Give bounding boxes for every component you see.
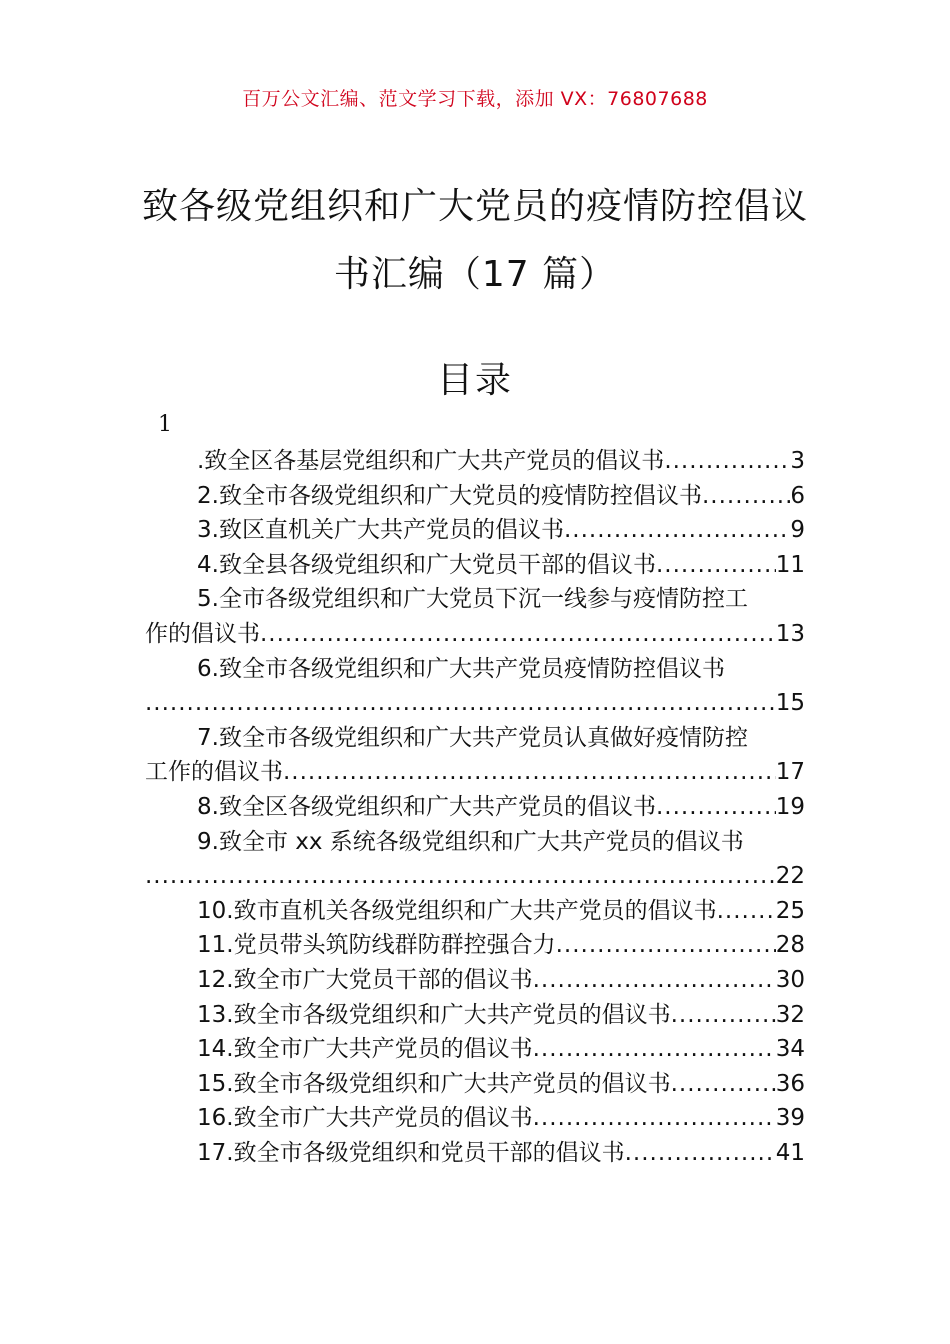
toc-leader-dots [717, 894, 776, 929]
toc-entry-page: 39 [775, 1105, 805, 1132]
toc-entry-title: 14.致全市广大共产党员的倡议书 [197, 1036, 533, 1063]
toc-leader-dots [533, 1101, 776, 1136]
toc-entry[interactable] [145, 479, 805, 514]
toc-leader-dots [671, 998, 776, 1033]
toc-leader-dots [533, 1032, 776, 1067]
toc-entry[interactable] [145, 721, 805, 756]
toc-entry[interactable] [145, 652, 805, 687]
toc-entry-page: 36 [775, 1070, 805, 1097]
toc-entry-title: 6.致全市各级党组织和广大共产党员疫情防控倡议书 [197, 655, 725, 682]
toc-entry-page: 15 [775, 690, 805, 717]
toc-entry[interactable] [145, 825, 805, 860]
toc-entry[interactable] [145, 998, 805, 1033]
toc-entry-page: 3 [790, 448, 805, 474]
toc-entry-page: 22 [775, 863, 805, 890]
toc-entry[interactable] [145, 582, 805, 617]
toc-leader-dots [656, 548, 776, 583]
toc-entry[interactable] [145, 963, 805, 998]
toc-entry[interactable] [145, 444, 805, 479]
toc-entry-title: 13.致全市各级党组织和广大共产党员的倡议书 [197, 1001, 671, 1028]
toc-entry-title-continued: 作的倡议书 [145, 620, 260, 647]
toc-entry-page: 13 [775, 620, 805, 647]
toc-entry-page: 30 [775, 966, 805, 993]
toc-leader-dots [283, 755, 776, 790]
toc-entry[interactable] [145, 1101, 805, 1136]
toc-entry-page: 41 [775, 1139, 805, 1166]
toc-entry-continuation[interactable] [145, 755, 805, 790]
toc-entry-title: 9.致全市 xx 系统各级党组织和广大共产党员的倡议书 [197, 828, 744, 855]
toc-leader-dots [625, 1136, 776, 1171]
toc-leader-dots [533, 963, 776, 998]
toc-heading: 目录 [436, 360, 513, 401]
toc-entry-page: 17 [775, 759, 805, 786]
toc-entry-title: 3.致区直机关广大共产党员的倡议书 [197, 517, 564, 544]
toc-entry-title: 7.致全市各级党组织和广大共产党员认真做好疫情防控 [197, 724, 748, 751]
toc-entry-title-continued: 工作的倡议书 [145, 759, 283, 786]
toc-leader-dots [656, 790, 776, 825]
toc-entry-title: 4.致全县各级党组织和广大党员干部的倡议书 [197, 551, 656, 578]
toc-entry-page: 28 [775, 932, 805, 959]
toc-entry-continuation[interactable] [145, 686, 805, 721]
toc-entry[interactable] [145, 1032, 805, 1067]
toc-entry-title: 17.致全市各级党组织和党员干部的倡议书 [197, 1139, 625, 1166]
toc-entry-title: 5.全市各级党组织和广大党员下沉一线参与疫情防控工 [197, 586, 748, 613]
toc-leader-dots [564, 513, 790, 548]
toc-entry-title: 16.致全市广大共产党员的倡议书 [197, 1105, 533, 1132]
toc-entry[interactable] [145, 1136, 805, 1171]
toc-leader-dots [671, 1067, 776, 1102]
toc-entry-page: 34 [775, 1036, 805, 1063]
toc-leader-dots [556, 928, 776, 963]
toc-entry[interactable] [145, 928, 805, 963]
toc-entry-continuation[interactable] [145, 859, 805, 894]
toc-leader-dots [702, 479, 790, 514]
toc-entry-page: 9 [790, 517, 805, 544]
toc-leader-dots [145, 686, 776, 721]
toc-entry-page: 32 [775, 1001, 805, 1028]
toc-entry[interactable] [145, 790, 805, 825]
toc-entry-title: 12.致全市广大党员干部的倡议书 [197, 966, 533, 993]
toc-entry-title: 8.致全区各级党组织和广大共产党员的倡议书 [197, 793, 656, 820]
toc-entry-page: 19 [775, 793, 805, 820]
toc-entry-title: .致全区各基层党组织和广大共产党员的倡议书 [197, 448, 665, 474]
toc-entry-title: 15.致全市各级党组织和广大共产党员的倡议书 [197, 1070, 671, 1097]
toc-entry-title: 2.致全市各级党组织和广大党员的疫情防控倡议书 [197, 482, 702, 509]
toc-entry[interactable] [145, 1067, 805, 1102]
toc-entry[interactable] [145, 513, 805, 548]
header-note: 百万公文汇编、范文学习下载，添加 VX：76807688 [242, 88, 708, 110]
table-of-contents [145, 444, 805, 1170]
toc-entry-page: 25 [775, 897, 805, 924]
toc-entry[interactable] [145, 894, 805, 929]
toc-entry-page: 11 [775, 551, 805, 578]
toc-entry[interactable] [145, 548, 805, 583]
toc-entry-page: 6 [790, 482, 805, 509]
document-title-line-1: 致各级党组织和广大党员的疫情防控倡议 [141, 186, 808, 227]
toc-leader-dots [664, 444, 790, 479]
document-title-line-2: 书汇编（17 篇） [333, 254, 617, 295]
toc-entry-continuation[interactable] [145, 617, 805, 652]
toc-leader-dots [145, 859, 776, 894]
toc-leader-dots [260, 617, 776, 652]
toc-entry-title: 11.党员带头筑防线群防群控强合力 [197, 932, 556, 959]
toc-stray-number: 1 [158, 412, 172, 437]
toc-entry-title: 10.致市直机关各级党组织和广大共产党员的倡议书 [197, 897, 717, 924]
